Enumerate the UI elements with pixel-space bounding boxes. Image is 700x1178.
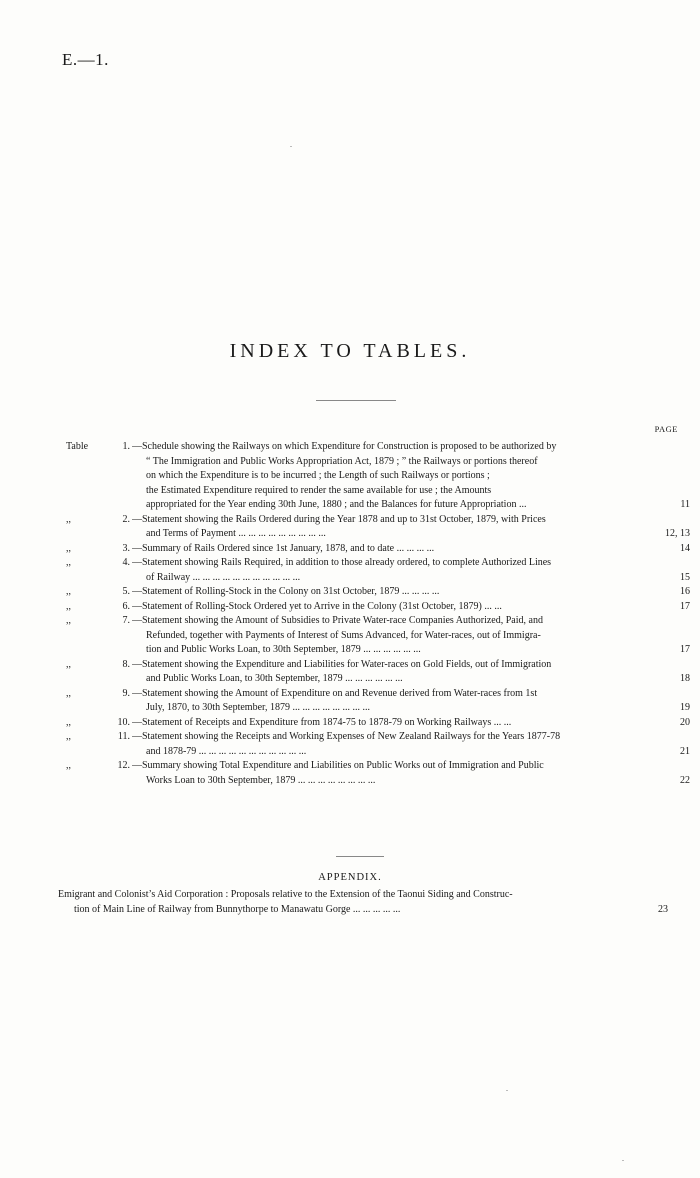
entry-number: 7. [122,615,130,626]
entry-line: —Statement of Rolling-Stock Ordered yet to Arrive in the Colony (31st October, 1879) ... ... [132,600,502,612]
scan-speck [622,1160,624,1161]
scan-speck [290,146,292,147]
entry-line: July, 1870, to 30th September, 1879 ... ... ... ... ... ... ... ... [146,702,370,713]
entry-line: and Terms of Payment ... ... ... ... ... ... ... ... ... [146,528,326,539]
entry-line: —Statement showing the Receipts and Working Expenses of New Zealand Railways for the Years 1877-78 [132,731,561,742]
entry-line: —Statement showing the Amount of Expenditure on and Revenue derived from Water-races from 1st [132,687,538,699]
entry-number: 11. [117,731,130,742]
entry-number: 8. [122,658,130,670]
page-reference: E.—1. [62,50,109,69]
table-entry [0,556,700,585]
entry-line: Works Loan to 30th September, 1879 ... ... ... ... ... ... ... ... [146,774,376,786]
entry-page-number: 22 [680,774,690,786]
entry-number: 1. [122,441,130,452]
entry-page-number: 15 [680,571,690,583]
entry-line: —Statement showing the Expenditure and Liabilities for Water-races on Gold Fields, out of Immigration [132,658,552,670]
entry-prefix: ,, [66,760,71,771]
entry-line: and 1878-79 ... ... ... ... ... ... ... ... ... ... ... [146,745,307,757]
table-entry [0,716,700,731]
appendix-page-number: 23 [658,903,668,915]
entry-prefix: ,, [66,600,71,612]
entry-number: 10. [117,716,130,728]
entry-line: —Summary showing Total Expenditure and Liabilities on Public Works out of Immigration and Public [132,760,544,771]
entry-page-number: 21 [680,745,690,757]
entry-prefix: ,, [66,586,71,597]
appendix-line-2: tion of Main Line of Railway from Bunnythorpe to Manawatu Gorge ... ... ... ... ... [74,903,401,915]
entry-line: —Statement of Rolling-Stock in the Colony on 31st October, 1879 ... ... ... ... [132,586,440,597]
appendix-title: APPENDIX. [318,872,382,883]
entry-number: 6. [122,600,130,612]
section-divider [336,856,384,857]
entry-number: 3. [122,542,130,554]
entry-line: —Schedule showing the Railways on which Expenditure for Construction is proposed to be authorized by [132,441,557,452]
entry-line: and Public Works Loan, to 30th September, 1879 ... ... ... ... ... ... [146,673,403,684]
entry-page-number: 14 [680,542,690,554]
page-column-header: PAGE [654,424,678,434]
page-title: INDEX TO TABLES. [229,340,471,362]
entry-number: 12. [117,760,130,771]
entry-page-number: 16 [680,586,690,597]
table-entry [0,585,700,600]
scan-speck [506,1090,508,1091]
table-entry [0,513,700,542]
entry-prefix: ,, [66,513,71,525]
entry-line: “ The Immigration and Public Works Appropriation Act, 1879 ; ” the Railways or portions thereof [146,455,538,467]
entry-page-number: 18 [680,673,690,684]
table-entry [0,730,700,759]
entry-line: Refunded, together with Payments of Interest of Sums Advanced, for Water-races, out of Immigra- [146,629,541,641]
entry-page-number: 20 [680,716,690,728]
entry-prefix: ,, [66,716,71,728]
entry-prefix: ,, [66,615,71,626]
entry-page-number: 17 [680,600,690,612]
entry-prefix: ,, [66,731,71,742]
index-entries [0,440,700,788]
table-entry [0,687,700,716]
table-entry [0,600,700,615]
entry-line: —Summary of Rails Ordered since 1st January, 1878, and to date ... ... ... ... [132,542,435,554]
entry-number: 5. [122,586,130,597]
entry-line: on which the Expenditure is to be incurred ; the Length of such Railways or portions ; [146,470,490,481]
entry-prefix: ,, [66,557,71,568]
appendix-entry [58,888,700,917]
table-entry [0,440,700,513]
entry-line: —Statement showing Rails Required, in addition to those already ordered, to complete Authorized Lines [132,557,552,568]
entry-line: of Railway ... ... ... ... ... ... ... ... ... ... ... [146,571,301,583]
entry-prefix: ,, [66,542,71,554]
entry-page-number: 11 [680,499,690,510]
appendix-line-1: Emigrant and Colonist’s Aid Corporation : Proposals relative to the Extension of the Taonui Siding and Construc- [58,889,513,900]
table-entry [0,759,700,788]
table-entry [0,614,700,658]
entry-prefix: Table [66,441,89,452]
table-entry [0,542,700,557]
entry-line: —Statement of Receipts and Expenditure from 1874-75 to 1878-79 on Working Railways ... ... [132,716,512,728]
entry-prefix: ,, [66,687,71,699]
entry-line: the Estimated Expenditure required to render the same available for use ; the Amounts [146,484,492,496]
entry-line: appropriated for the Year ending 30th June, 1880 ; and the Balances for future Appropriation ... [146,499,527,510]
entry-page-number: 17 [680,644,690,655]
entry-number: 2. [122,513,130,525]
entry-page-number: 12, 13 [665,528,690,539]
title-divider [316,400,396,401]
entry-line: tion and Public Works Loan, to 30th September, 1879 ... ... ... ... ... ... [146,644,421,655]
entry-page-number: 19 [680,702,690,713]
entry-number: 9. [122,687,130,699]
entry-line: —Statement showing the Rails Ordered during the Year 1878 and up to 31st October, 1879, with Prices [132,513,546,525]
entry-number: 4. [122,557,130,568]
entry-prefix: ,, [66,658,71,670]
entry-line: —Statement showing the Amount of Subsidies to Private Water-race Companies Authorized, Paid, and [132,615,543,626]
table-entry [0,658,700,687]
